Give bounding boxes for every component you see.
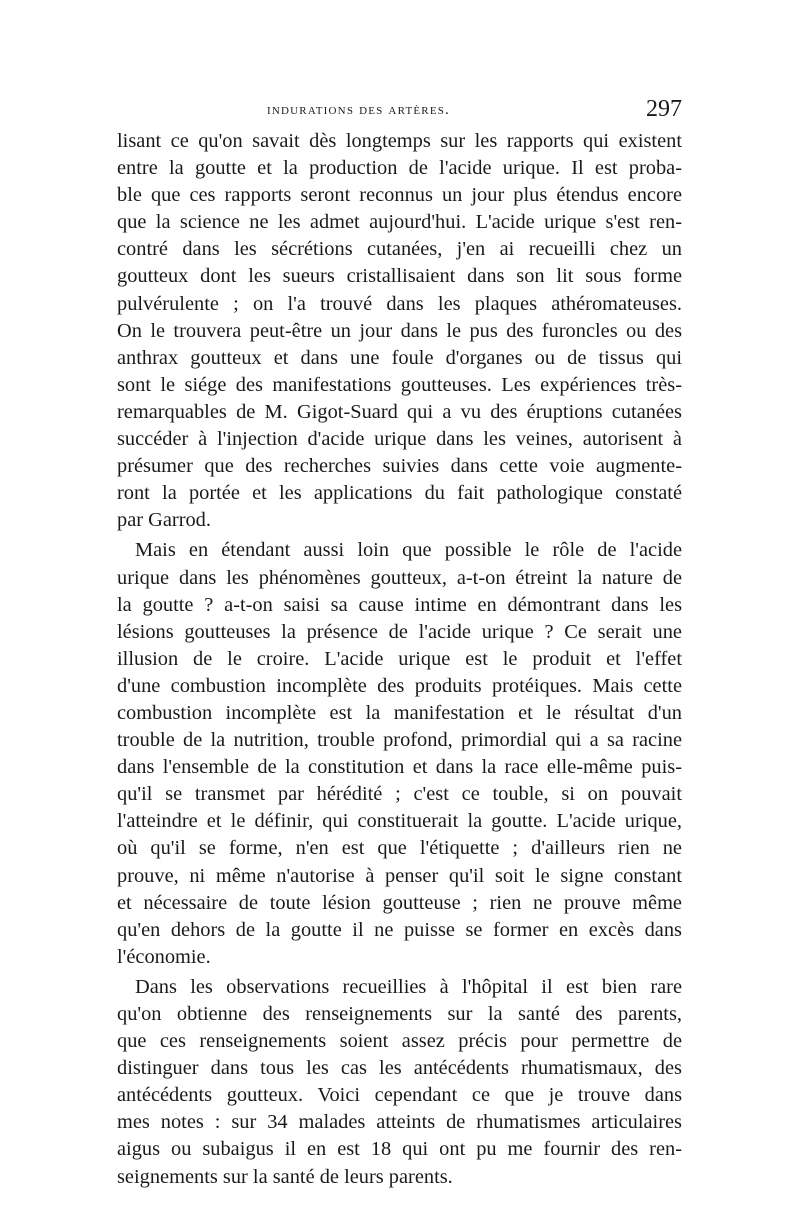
text-line: Mais en étendant aussi loin que possible le rôle de l'acide: [135, 539, 682, 562]
text-line: ble que ces rapports seront reconnus un jour plus étendus encore: [117, 184, 682, 207]
text-line: entre la goutte et la production de l'acide urique. Il est proba-: [117, 157, 682, 180]
text-line: Dans les observations recueillies à l'hôpital il est bien rare: [135, 975, 682, 998]
text-line: anthrax goutteux et dans une foule d'organes ou de tissus qui: [117, 346, 682, 369]
text-line: remarquables de M. Gigot-Suard qui a vu des éruptions cutanées: [117, 400, 682, 423]
text-line: goutteux dont les sueurs cristallisaient dans son lit sous forme: [117, 265, 682, 288]
text-line: où qu'il se forme, n'en est que l'étiquette ; d'ailleurs rien ne: [117, 837, 682, 860]
text-line: prouve, ni même n'autorise à penser qu'il soit le signe constant: [117, 864, 682, 887]
text-line: seignements sur la santé de leurs parents.: [117, 1165, 453, 1188]
text-line: lésions goutteuses la présence de l'acide urique ? Ce serait une: [117, 620, 682, 643]
text-line: l'économie.: [117, 945, 211, 968]
text-line: illusion de le croire. L'acide urique est le produit et l'effet: [117, 647, 682, 670]
text-line: que la science ne les admet aujourd'hui. L'acide urique s'est ren-: [117, 211, 682, 234]
text-line: qu'on obtienne des renseignements sur la santé des parents,: [117, 1003, 682, 1025]
text-line: mes notes : sur 34 malades atteints de rhumatismes articulaires: [117, 1111, 682, 1134]
text-line: sont le siége des manifestations goutteuses. Les expériences très-: [117, 373, 682, 396]
text-line: aigus ou subaigus il en est 18 qui ont pu me fournir des ren-: [117, 1138, 682, 1161]
text-line: qu'il se transmet par hérédité ; c'est ce touble, si on pouvait: [117, 783, 682, 806]
text-line: trouble de la nutrition, trouble profond, primordial qui a sa racine: [117, 729, 682, 752]
page-body: [117, 128, 682, 1191]
text-line: et nécessaire de toute lésion goutteuse ; rien ne prouve même: [117, 891, 682, 914]
text-line: contré dans les sécrétions cutanées, j'en ai recueilli chez un: [117, 238, 682, 261]
text-line: dans l'ensemble de la constitution et dans la race elle-même puis-: [117, 756, 682, 779]
text-line: qu'en dehors de la goutte il ne puisse se former en excès dans: [117, 918, 682, 941]
running-head: indurations des artères.: [267, 102, 451, 118]
text-line: urique dans les phénomènes goutteux, a-t-on étreint la nature de: [117, 566, 682, 589]
text-line: combustion incomplète est la manifestation et le résultat d'un: [117, 701, 682, 724]
text-line: On le trouvera peut-être un jour dans le pus des furoncles ou des: [117, 319, 682, 342]
page-header: [117, 96, 682, 124]
page-number: 297: [646, 96, 682, 122]
text-line: succéder à l'injection d'acide urique dans les veines, autorisent à: [117, 428, 682, 451]
text-line: que ces renseignements soient assez précis pour permettre de: [117, 1030, 682, 1053]
text-line: d'une combustion incomplète des produits protéiques. Mais cette: [117, 674, 682, 697]
text-line: présumer que des recherches suivies dans cette voie augmente-: [117, 455, 682, 478]
text-line: antécédents goutteux. Voici cependant ce que je trouve dans: [117, 1084, 682, 1107]
text-line: par Garrod.: [117, 509, 211, 532]
text-line: ront la portée et les applications du fait pathologique constaté: [117, 482, 682, 505]
text-line: distinguer dans tous les cas les antécédents rhumatismaux, des: [117, 1057, 682, 1080]
paragraph-1: [117, 128, 682, 534]
text-line: pulvérulente ; on l'a trouvé dans les plaques athéromateuses.: [117, 292, 682, 315]
text-line: lisant ce qu'on savait dès longtemps sur les rapports qui existent: [117, 130, 682, 152]
text-line: la goutte ? a-t-on saisi sa cause intime en démontrant dans les: [117, 593, 682, 616]
text-line: l'atteindre et le définir, qui constituerait la goutte. L'acide urique,: [117, 810, 682, 833]
paragraph-3: [117, 974, 682, 1191]
paragraph-2: [117, 537, 682, 971]
